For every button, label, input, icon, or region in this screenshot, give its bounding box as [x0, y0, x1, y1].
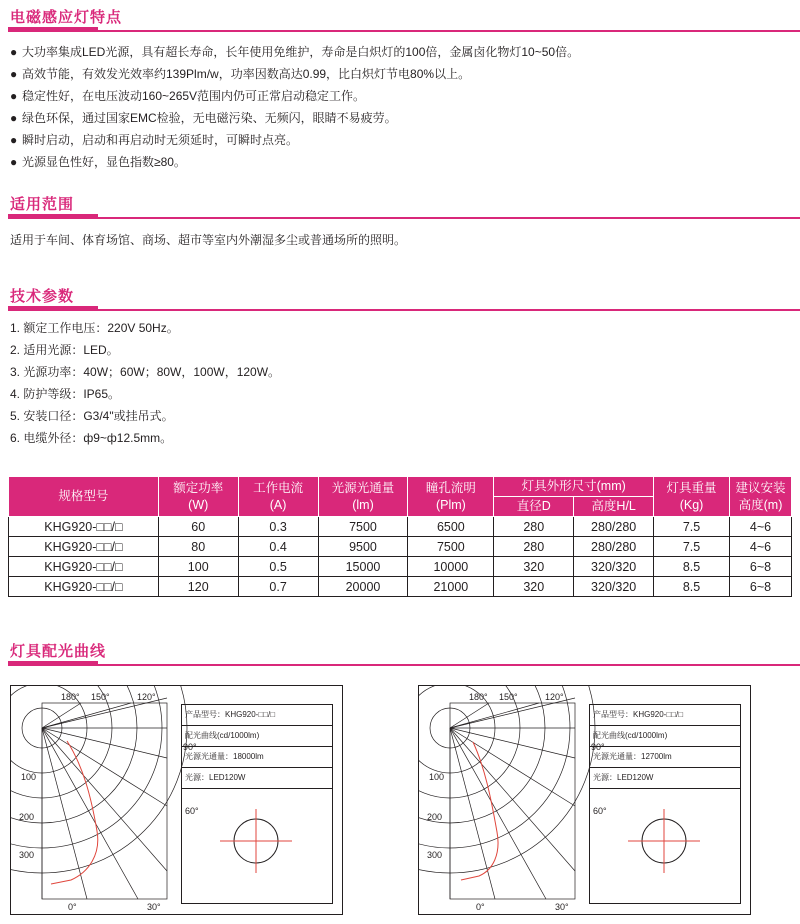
- label-30: 30°: [147, 902, 161, 912]
- label-0: 0°: [476, 902, 485, 912]
- params-rule: [8, 309, 800, 311]
- label-r200: 200: [427, 812, 443, 822]
- info-source: 光源：LED120W: [182, 768, 332, 789]
- header-size: 灯具外形尺寸(mm): [494, 477, 654, 497]
- curve-line: [461, 742, 498, 880]
- label-90: 90°: [183, 742, 197, 752]
- params-list: [10, 317, 280, 449]
- header-install: 建议安装 高度(m): [730, 477, 792, 517]
- label-180: 180°: [469, 692, 488, 702]
- header-pupil: 瞳孔流明 (Plm): [408, 477, 494, 517]
- header-flux: 光源光通量 (lm): [318, 477, 408, 517]
- info-box-1: [181, 704, 333, 904]
- param-item: 2. 适用光源：LED。: [10, 343, 119, 357]
- bullet-icon: ●: [10, 45, 18, 59]
- label-0: 0°: [68, 902, 77, 912]
- header-model: 规格型号: [9, 477, 159, 517]
- scope-title: 适用范围: [10, 196, 75, 213]
- spec-table: [8, 476, 792, 597]
- param-item: 6. 电缆外径：ф9~ф12.5mm。: [10, 431, 173, 445]
- features-title: 电磁感应灯特点: [10, 9, 123, 26]
- label-r300: 300: [19, 850, 35, 860]
- scope-text: 适用于车间、体育场馆、商场、超市等室内外潮湿多尘或普通场所的照明。: [10, 233, 407, 247]
- curve-rule: [8, 664, 800, 666]
- feature-item: ● 绿色环保，通过国家EMC检验，无电磁污染、无频闪，眼睛不易疲劳。: [10, 107, 579, 129]
- bullet-icon: ●: [10, 155, 18, 169]
- light-curve-panel-2: [418, 685, 751, 915]
- label-180: 180°: [61, 692, 80, 702]
- label-r100: 100: [429, 772, 445, 782]
- info-box-2: [589, 704, 741, 904]
- crosshair-icon: [182, 789, 332, 903]
- info-flux: 光源光通量：18000lm: [182, 747, 332, 768]
- features-list: [10, 41, 579, 173]
- table-header-row: [9, 477, 792, 497]
- label-60: 60°: [593, 806, 607, 816]
- info-curve: 配光曲线(cd/1000lm): [590, 726, 740, 747]
- feature-item: ● 瞬时启动，启动和再启动时无须延时，可瞬时点亮。: [10, 129, 579, 151]
- label-120: 120°: [137, 692, 156, 702]
- features-rule: [8, 30, 800, 32]
- table-row: KHG920-□□/□ 60 0.3 7500 6500 280 280/280 7.5 4~6: [9, 517, 792, 537]
- label-60: 60°: [185, 806, 199, 816]
- light-curve-panel-1: [10, 685, 343, 915]
- feature-item: ● 稳定性好，在电压波动160~265V范围内仍可正常启动稳定工作。: [10, 85, 579, 107]
- label-90: 90°: [591, 742, 605, 752]
- curve-line: [51, 741, 98, 884]
- label-r300: 300: [427, 850, 443, 860]
- label-120: 120°: [545, 692, 564, 702]
- info-flux: 光源光通量：12700lm: [590, 747, 740, 768]
- table-row: KHG920-□□/□ 100 0.5 15000 10000 320 320/320 8.5 6~8: [9, 557, 792, 577]
- scope-rule: [8, 217, 800, 219]
- crosshair-icon: [590, 789, 740, 903]
- curve-title: 灯具配光曲线: [10, 643, 107, 660]
- param-item: 5. 安装口径：G3/4"或挂吊式。: [10, 409, 174, 423]
- table-row: KHG920-□□/□ 80 0.4 9500 7500 280 280/280 7.5 4~6: [9, 537, 792, 557]
- header-height: 高度H/L: [574, 497, 654, 517]
- info-model: 产品型号：KHG920-□□/□: [182, 705, 332, 726]
- bullet-icon: ●: [10, 133, 18, 147]
- header-power: 额定功率 (W): [158, 477, 238, 517]
- feature-item: ● 高效节能，有效发光效率约139Plm/w，功率因数高达0.99，比白炽灯节电80%以上。: [10, 63, 579, 85]
- label-150: 150°: [499, 692, 518, 702]
- info-curve: 配光曲线(cd/1000lm): [182, 726, 332, 747]
- params-title: 技术参数: [10, 288, 75, 305]
- polar-grid: [419, 686, 595, 899]
- info-model: 产品型号：KHG920-□□/□: [590, 705, 740, 726]
- label-30: 30°: [555, 902, 569, 912]
- bullet-icon: ●: [10, 89, 18, 103]
- polar-grid: [11, 686, 187, 899]
- bullet-icon: ●: [10, 111, 18, 125]
- feature-item: ● 光源显色性好，显色指数≥80。: [10, 151, 579, 173]
- param-item: 4. 防护等级：IP65。: [10, 387, 121, 401]
- header-weight: 灯具重量 (Kg): [654, 477, 730, 517]
- label-r100: 100: [21, 772, 37, 782]
- feature-item: ● 大功率集成LED光源，具有超长寿命，长年使用免维护，寿命是白炽灯的100倍，金属卤化物灯10~50倍。: [10, 41, 579, 63]
- param-item: 3. 光源功率：40W；60W；80W，100W，120W。: [10, 365, 281, 379]
- label-150: 150°: [91, 692, 110, 702]
- header-current: 工作电流 (A): [238, 477, 318, 517]
- info-source: 光源：LED120W: [590, 768, 740, 789]
- header-diameter: 直径D: [494, 497, 574, 517]
- label-r200: 200: [19, 812, 35, 822]
- table-row: KHG920-□□/□ 120 0.7 20000 21000 320 320/320 8.5 6~8: [9, 577, 792, 597]
- bullet-icon: ●: [10, 67, 18, 81]
- param-item: 1. 额定工作电压：220V 50Hz。: [10, 321, 179, 335]
